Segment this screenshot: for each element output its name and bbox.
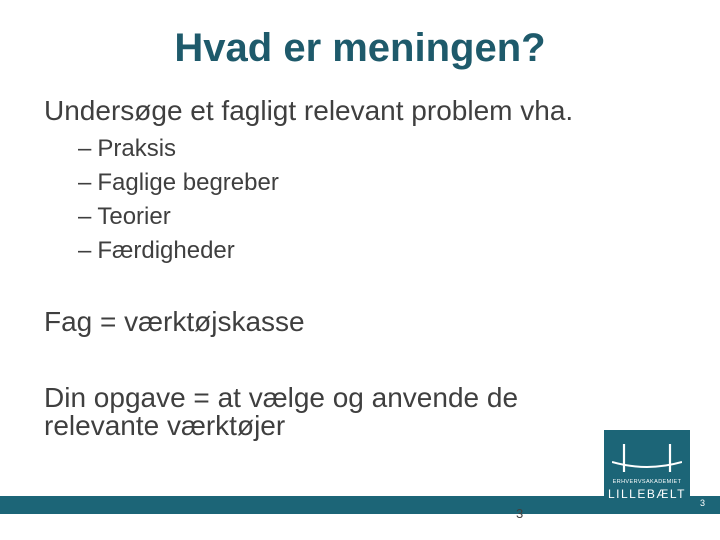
dash-bullet: – xyxy=(78,237,92,264)
sub-bullet-list xyxy=(78,132,279,268)
list-item-label: Faglige begreber xyxy=(97,169,279,196)
list-item-label: Færdigheder xyxy=(97,237,235,264)
list-item xyxy=(78,234,279,268)
slide-title: Hvad er meningen? xyxy=(174,26,546,70)
page-number: 3 xyxy=(516,506,524,521)
page-number-footer: 3 xyxy=(700,498,706,508)
opgave-text: Din opgave = at vælge og anvende de relevante værktøjer xyxy=(44,382,519,441)
logo-subtitle: ERHVERVSAKADEMIET xyxy=(612,479,682,485)
lillebaelt-logo xyxy=(604,430,690,510)
list-item-label: Teorier xyxy=(97,203,171,230)
dash-bullet: – xyxy=(78,169,92,196)
list-item-label: Praksis xyxy=(97,135,177,162)
list-item xyxy=(78,132,279,166)
intro-text: Undersøge et fagligt relevant problem vha. xyxy=(44,95,574,126)
dash-bullet: – xyxy=(78,203,92,230)
dash-bullet: – xyxy=(78,135,92,162)
logo-title: LILLEBÆLT xyxy=(608,487,686,501)
list-item xyxy=(78,200,279,234)
list-item xyxy=(78,166,279,200)
fag-text: Fag = værktøjskasse xyxy=(44,306,305,337)
bridge-icon xyxy=(612,436,682,478)
